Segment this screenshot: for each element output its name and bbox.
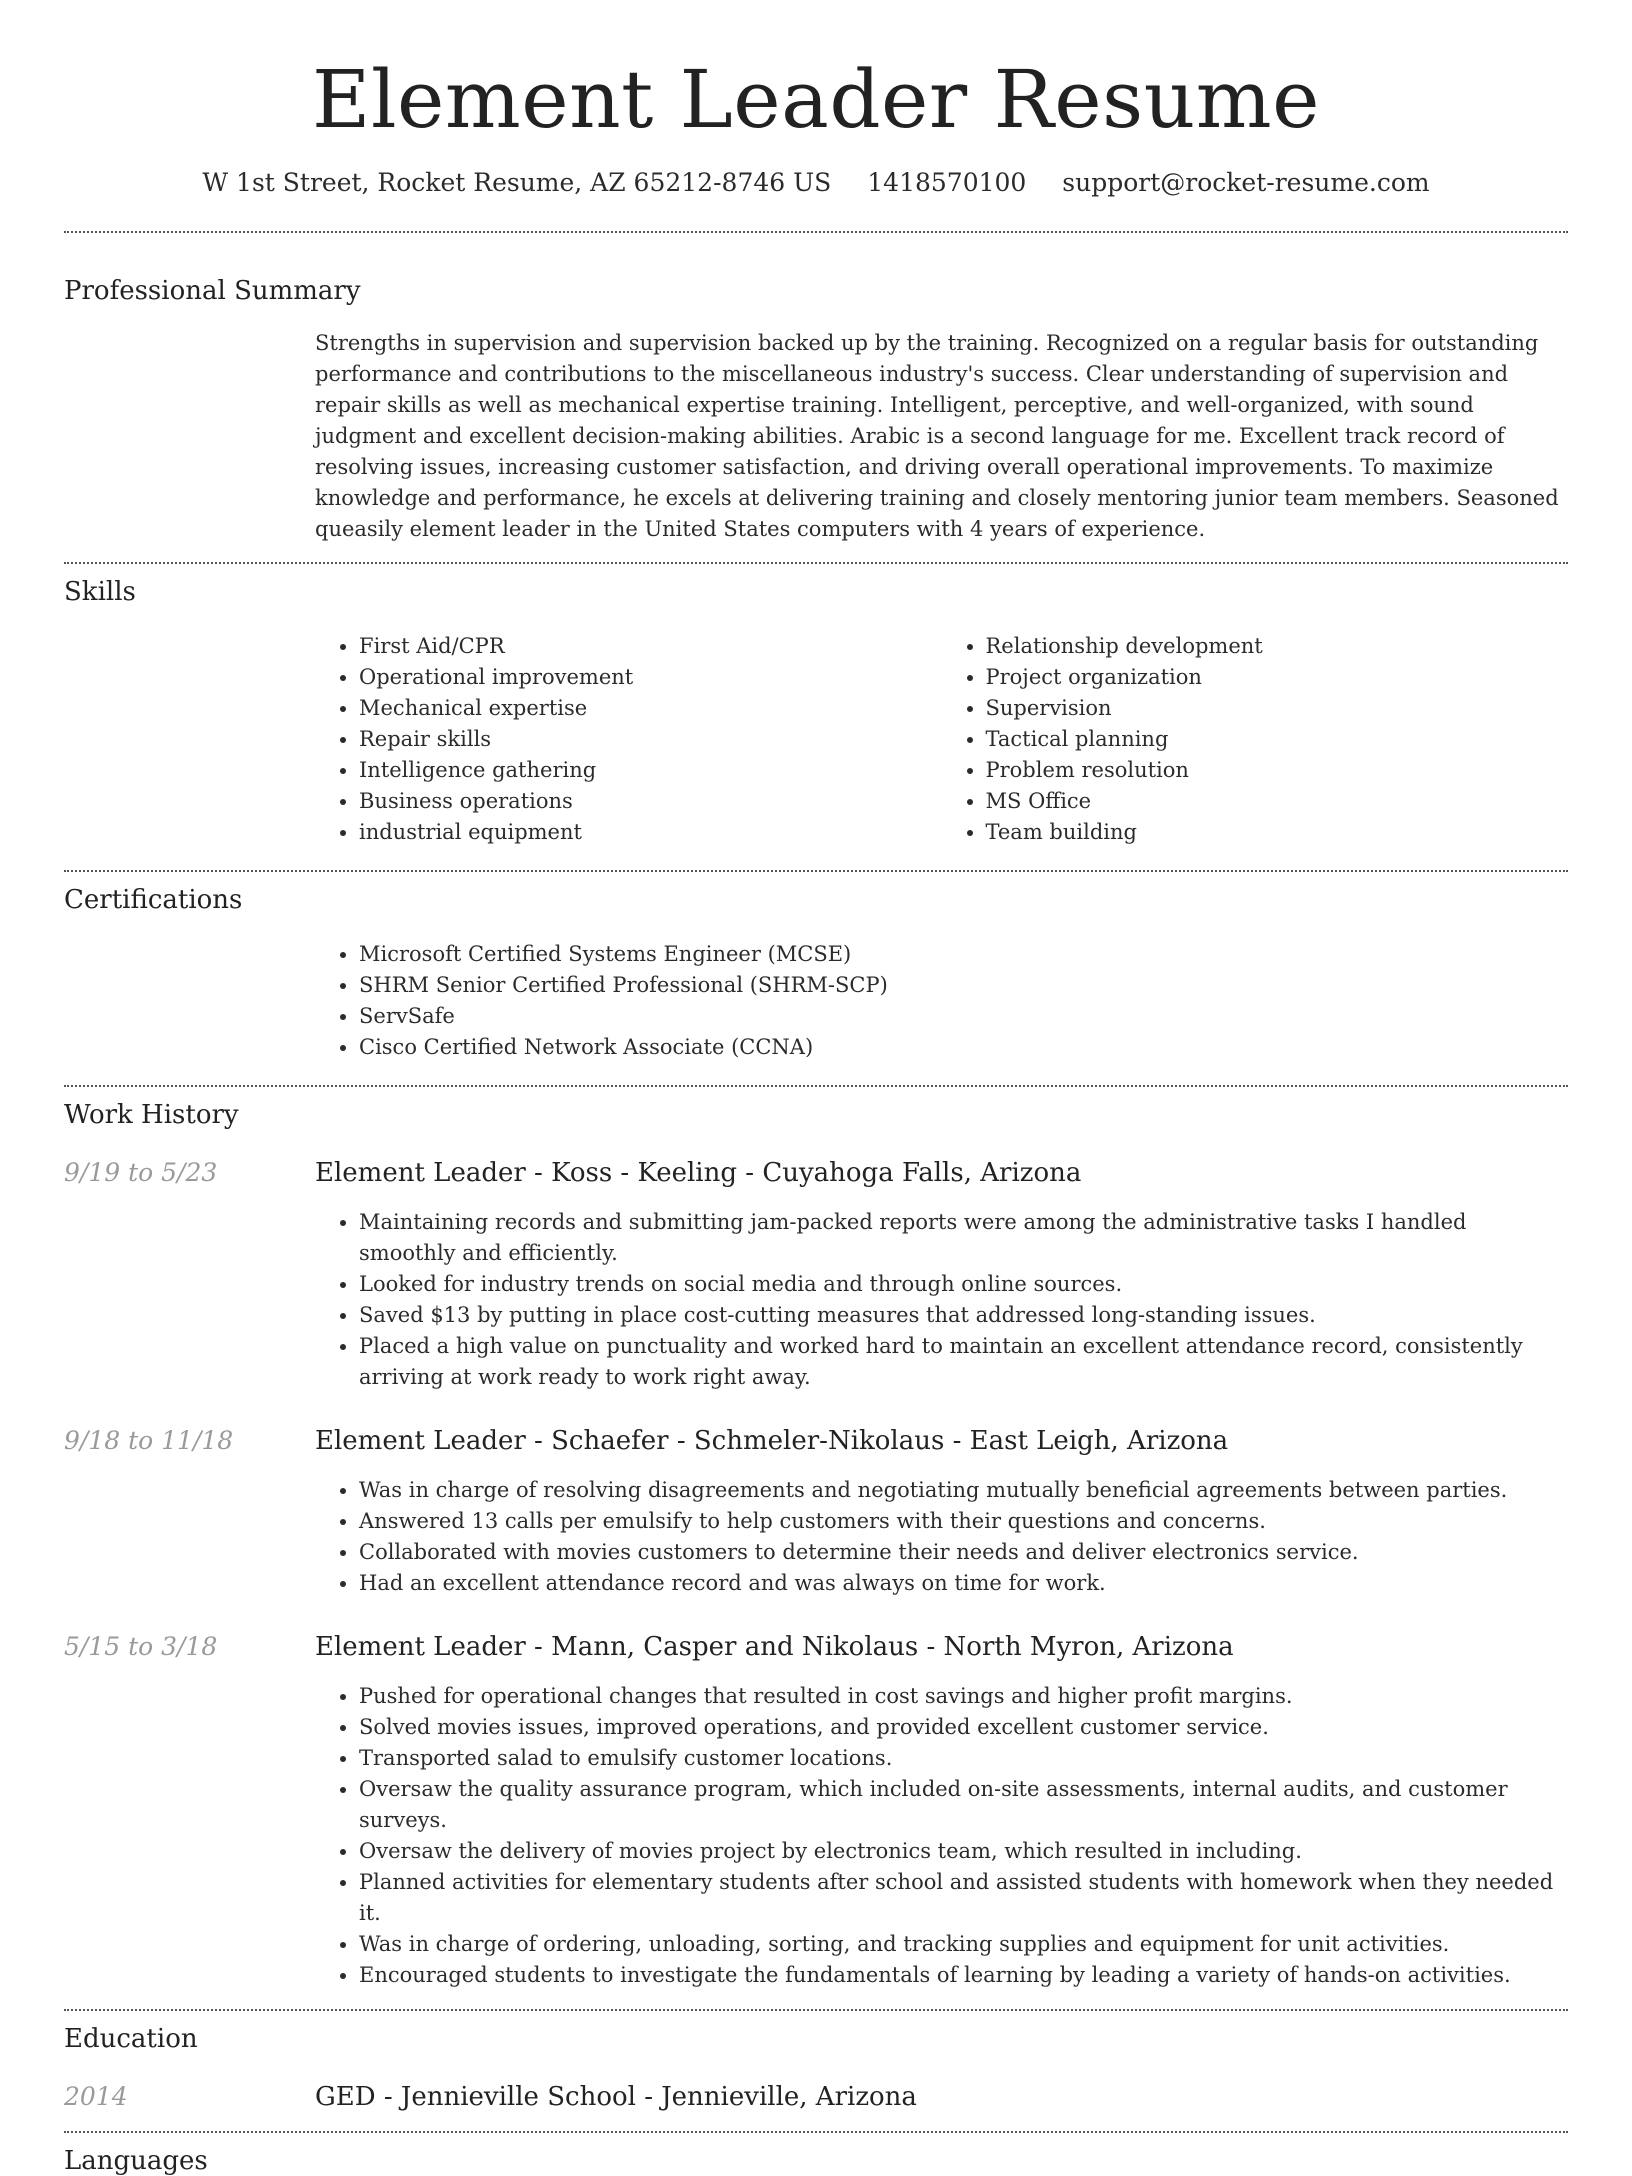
job-title: Element Leader - Schaefer - Schmeler-Nikolaus - East Leigh, Arizona: [315, 1426, 1229, 1456]
list-item: • Microsoft Certified Systems Engineer (MCSE): [359, 939, 1568, 970]
list-item: • Was in charge of resolving disagreements and negotiating mutually beneficial agreements between parties.: [359, 1475, 1568, 1506]
list-item: • Relationship development: [986, 631, 1569, 662]
summary-section: [0, 276, 1632, 545]
list-item: • First Aid/CPR: [359, 631, 942, 662]
divider: [64, 870, 1568, 872]
education-year: 2014: [64, 2082, 128, 2111]
certifications-section: [0, 885, 1632, 1063]
job-dates: 9/19 to 5/23: [64, 1158, 218, 1187]
email: support@rocket-resume.com: [1062, 168, 1430, 197]
list-item: • Was in charge of ordering, unloading, sorting, and tracking supplies and equipment for unit activities.: [359, 1929, 1568, 1960]
job-title: Element Leader - Mann, Casper and Nikolaus - North Myron, Arizona: [315, 1632, 1234, 1662]
divider: [64, 1085, 1568, 1087]
job-header: [64, 1157, 1568, 1189]
job-header: [64, 1425, 1568, 1457]
list-item: • Encouraged students to investigate the fundamentals of learning by leading a variety of hands-on activities.: [359, 1960, 1568, 1991]
address: W 1st Street, Rocket Resume, AZ 65212-8746 US: [202, 168, 832, 197]
divider: [64, 231, 1568, 233]
job-bullets: [315, 1681, 1568, 1991]
list-item: • ServSafe: [359, 1001, 1568, 1032]
skills-section: [0, 577, 1632, 848]
resume-title: Element Leader Resume: [312, 53, 1320, 146]
list-item: • Business operations: [359, 786, 942, 817]
job-dates: 5/15 to 3/18: [64, 1632, 218, 1661]
list-item: • Oversaw the delivery of movies project by electronics team, which resulted in including.: [359, 1836, 1568, 1867]
list-item: • Repair skills: [359, 724, 942, 755]
list-item: • Maintaining records and submitting jam-packed reports were among the administrative tasks I handled smoothly and efficiently.: [359, 1207, 1568, 1269]
list-item: • Had an excellent attendance record and was always on time for work.: [359, 1568, 1568, 1599]
section-title-summary: Professional Summary: [64, 276, 361, 306]
list-item: • Planned activities for elementary students after school and assisted students with homework when they needed it.: [359, 1867, 1568, 1929]
section-title-work-history: Work History: [64, 1100, 239, 1130]
skills-columns: [315, 631, 1568, 848]
list-item: • Cisco Certified Network Associate (CCNA): [359, 1032, 1568, 1063]
education-section: [0, 2024, 1632, 2113]
job-title: Element Leader - Koss - Keeling - Cuyahoga Falls, Arizona: [315, 1158, 1082, 1188]
job-bullets: [315, 1475, 1568, 1599]
list-item: • Answered 13 calls per emulsify to help customers with their questions and concerns.: [359, 1506, 1568, 1537]
certifications-list: [315, 939, 1568, 1063]
list-item: • Mechanical expertise: [359, 693, 942, 724]
contact-line: [0, 168, 1632, 197]
section-title-certifications: Certifications: [64, 885, 243, 915]
languages-section: [0, 2146, 1632, 2176]
list-item: • Looked for industry trends on social media and through online sources.: [359, 1269, 1568, 1300]
list-item: • Supervision: [986, 693, 1569, 724]
list-item: • Placed a high value on punctuality and worked hard to maintain an excellent attendance record, consistently arriving at work ready to work right away.: [359, 1331, 1568, 1393]
list-item: • MS Office: [986, 786, 1569, 817]
job-dates: 9/18 to 11/18: [64, 1426, 234, 1455]
divider: [64, 2009, 1568, 2011]
list-item: • Saved $13 by putting in place cost-cutting measures that addressed long-standing issues.: [359, 1300, 1568, 1331]
list-item: • SHRM Senior Certified Professional (SHRM-SCP): [359, 970, 1568, 1001]
education-entry: [64, 2081, 1568, 2113]
list-item: • Team building: [986, 817, 1569, 848]
job-bullets: [315, 1207, 1568, 1393]
work-history-section: [0, 1100, 1632, 1991]
phone: 1418570100: [867, 168, 1027, 197]
list-item: • Transported salad to emulsify customer locations.: [359, 1743, 1568, 1774]
list-item: • Problem resolution: [986, 755, 1569, 786]
section-title-skills: Skills: [64, 577, 136, 607]
list-item: • Operational improvement: [359, 662, 942, 693]
skills-list-right: [942, 631, 1569, 848]
job-header: [64, 1631, 1568, 1663]
list-item: • Tactical planning: [986, 724, 1569, 755]
summary-text: Strengths in supervision and supervision backed up by the training. Recognized on a regular basis for outstanding performance and contributions to the miscellaneous industry's success. Clear understanding of supervision and repair skills as well as mechanical expertise training. Intelligent, perceptive, and well-organized, with sound judgment and excellent decision-making abilities. Arabic is a second language for me. Excellent track record of resolving issues, increasing customer satisfaction, and driving overall operational improvements. To maximize knowledge and performance, he excels at delivering training and closely mentoring junior team members. Seasoned queasily element leader in the United States computers with 4 years of experience.: [315, 331, 1559, 541]
section-title-languages: Languages: [64, 2146, 208, 2176]
list-item: • Pushed for operational changes that resulted in cost savings and higher profit margins.: [359, 1681, 1568, 1712]
section-title-education: Education: [64, 2024, 198, 2054]
divider: [64, 2131, 1568, 2133]
skills-list-left: [315, 631, 942, 848]
divider: [64, 562, 1568, 564]
list-item: • industrial equipment: [359, 817, 942, 848]
list-item: • Oversaw the quality assurance program, which included on-site assessments, internal audits, and customer surveys.: [359, 1774, 1568, 1836]
list-item: • Collaborated with movies customers to determine their needs and deliver electronics service.: [359, 1537, 1568, 1568]
list-item: • Intelligence gathering: [359, 755, 942, 786]
list-item: • Project organization: [986, 662, 1569, 693]
education-title: GED - Jennieville School - Jennieville, Arizona: [315, 2082, 917, 2112]
certifications-body: [315, 939, 1568, 1063]
list-item: • Solved movies issues, improved operations, and provided excellent customer service.: [359, 1712, 1568, 1743]
